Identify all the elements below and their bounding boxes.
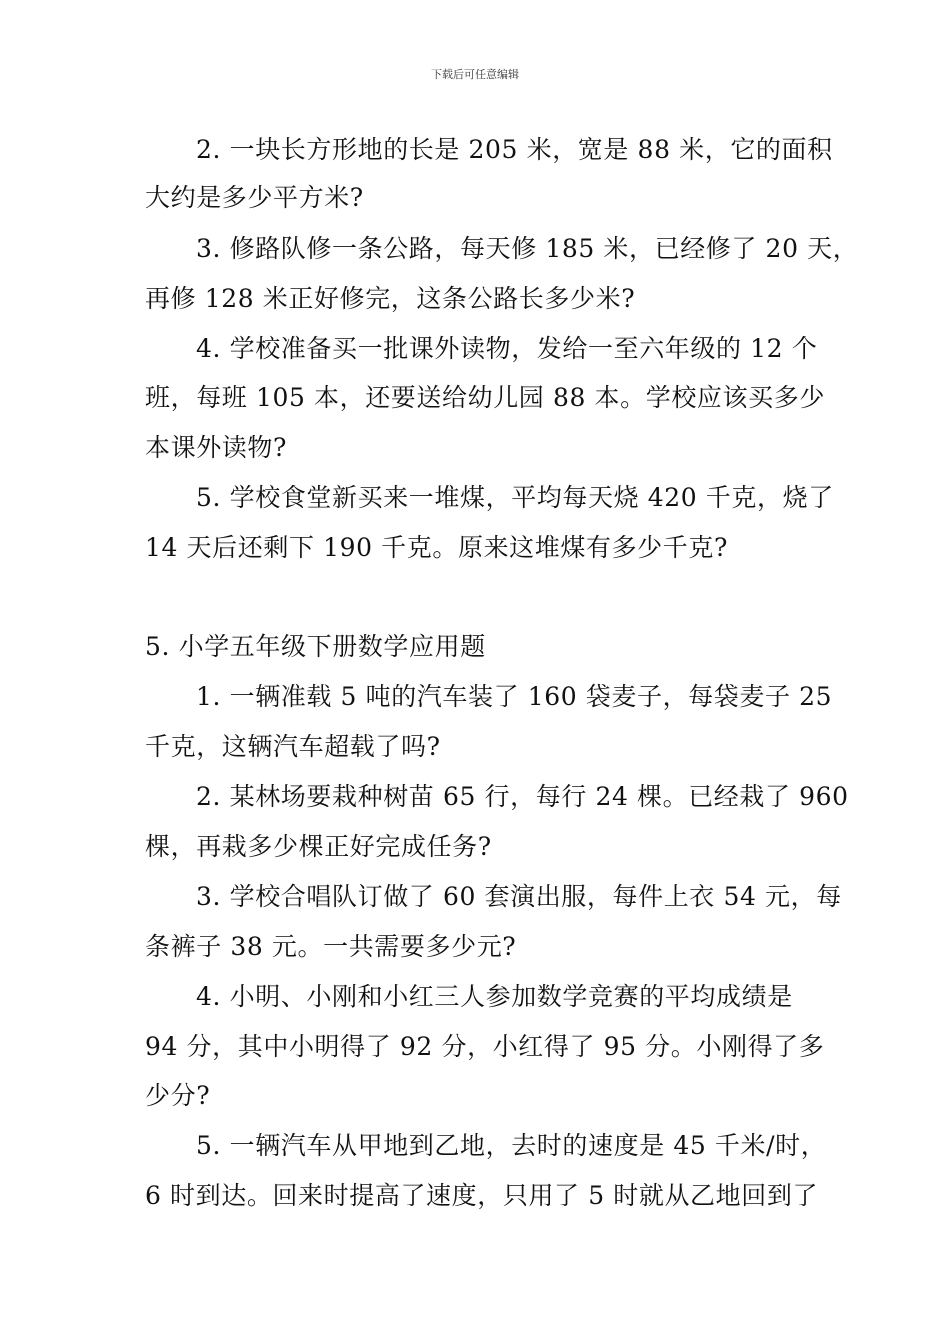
problem-4-line-1: 4. 学校准备买一批课外读物，发给一至六年级的 12 个 <box>196 334 818 363</box>
s5-problem-4-line-3: 少分? <box>145 1081 211 1110</box>
problem-5-line-1: 5. 学校食堂新买来一堆煤，平均每天烧 420 千克，烧了 <box>196 483 834 512</box>
s5-problem-4-line-1: 4. 小明、小刚和小红三人参加数学竞赛的平均成绩是 <box>196 982 793 1011</box>
problem-5-line-2: 14 天后还剩下 190 千克。原来这堆煤有多少千克? <box>145 533 728 562</box>
s5-problem-3-line-1: 3. 学校合唱队订做了 60 套演出服，每件上衣 54 元，每 <box>196 882 842 911</box>
problem-2-line-2: 大约是多少平方米? <box>145 183 364 212</box>
s5-problem-1-line-2: 千克，这辆汽车超载了吗? <box>145 732 441 761</box>
s5-problem-3-line-2: 条裤子 38 元。一共需要多少元? <box>145 932 517 961</box>
section-heading: 5. 小学五年级下册数学应用题 <box>145 632 486 661</box>
s5-problem-4-line-2: 94 分，其中小明得了 92 分，小红得了 95 分。小刚得了多 <box>145 1032 825 1061</box>
s5-problem-5-line-1: 5. 一辆汽车从甲地到乙地，去时的速度是 45 千米/时， <box>196 1131 827 1160</box>
problem-2-line-1: 2. 一块长方形地的长是 205 米，宽是 88 米，它的面积 <box>196 135 833 164</box>
s5-problem-2-line-2: 棵，再栽多少棵正好完成任务? <box>145 832 492 861</box>
problem-3-line-1: 3. 修路队修一条公路，每天修 185 米，已经修了 20 天， <box>196 234 859 263</box>
s5-problem-5-line-2: 6 时到达。回来时提高了速度，只用了 5 时就从乙地回到了 <box>145 1181 819 1210</box>
s5-problem-2-line-1: 2. 某林场要栽种树苗 65 行，每行 24 棵。已经栽了 960 <box>196 782 849 811</box>
page-header: 下载后可任意编辑 <box>431 68 519 81</box>
problem-3-line-2: 再修 128 米正好修完，这条公路长多少米? <box>145 284 636 313</box>
s5-problem-1-line-1: 1. 一辆准载 5 吨的汽车装了 160 袋麦子，每袋麦子 25 <box>196 682 833 711</box>
problem-4-line-3: 本课外读物? <box>145 433 288 462</box>
problem-4-line-2: 班，每班 105 本，还要送给幼儿园 88 本。学校应该买多少 <box>145 383 825 412</box>
